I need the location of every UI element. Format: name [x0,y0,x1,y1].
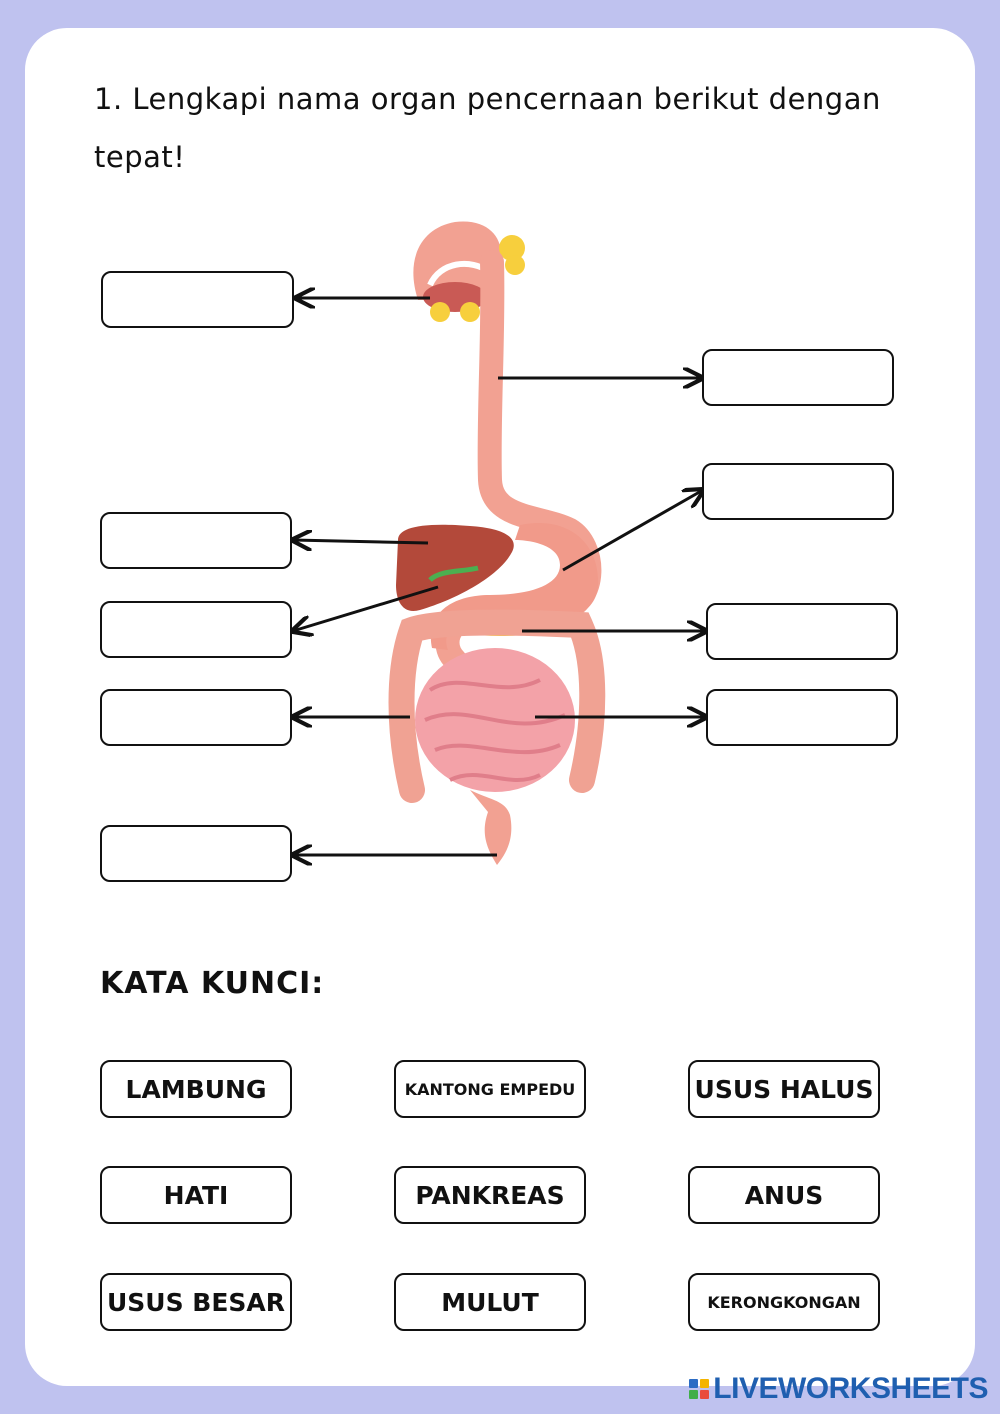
liveworksheets-logo [689,1372,988,1406]
answer-box-pancreas[interactable] [706,603,898,660]
keyword-mulut[interactable]: MULUT [394,1273,586,1331]
keyword-anus[interactable]: ANUS [688,1166,880,1224]
keyword-kantong-empedu[interactable]: KANTONG EMPEDU [394,1060,586,1118]
answer-box-small-intestine[interactable] [706,689,898,746]
keyword-usus-halus[interactable]: USUS HALUS [688,1060,880,1118]
answer-box-large-intestine[interactable] [100,689,292,746]
answer-box-liver[interactable] [100,512,292,569]
answer-box-gallbladder[interactable] [100,601,292,658]
mouth-illustration [413,222,525,322]
keyword-usus-besar[interactable]: USUS BESAR [100,1273,292,1331]
keyword-pankreas[interactable]: PANKREAS [394,1166,586,1224]
keyword-hati[interactable]: HATI [100,1166,292,1224]
answer-box-stomach[interactable] [702,463,894,520]
keyword-kerongkongan[interactable]: KERONGKONGAN [688,1273,880,1331]
answer-box-esophagus[interactable] [702,349,894,406]
logo-grid-icon [689,1379,709,1399]
question-instruction: Lengkapi nama organ pencernaan berikut dengan tepat! [94,82,881,174]
question-number: 1. [94,82,123,116]
brand-name: LIVEWORKSHEETS [713,1372,988,1405]
small-intestine-illustration [415,648,575,792]
answer-box-anus[interactable] [100,825,292,882]
answer-box-mouth[interactable] [101,271,294,328]
keyword-lambung[interactable]: LAMBUNG [100,1060,292,1118]
keywords-title: KATA KUNCI: [100,966,325,1001]
